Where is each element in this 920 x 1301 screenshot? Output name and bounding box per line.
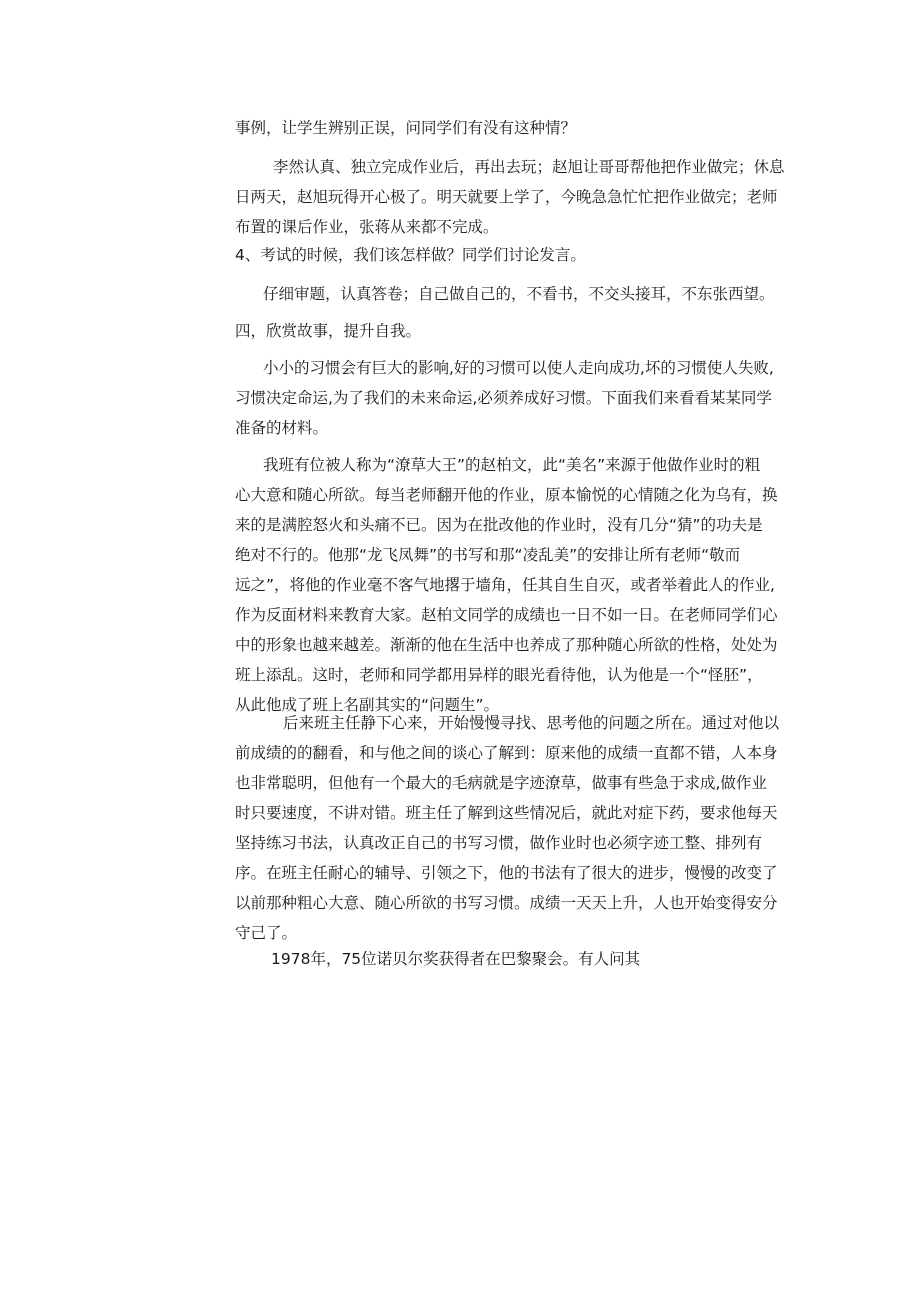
text-line: 以前那种粗心大意、随心所欲的书写习惯。成绩一天天上升，人也开始变得安分 (235, 894, 778, 912)
text-line: 李然认真、独立完成作业后，再出去玩；赵旭让哥哥帮他把作业做完；休息 (273, 158, 785, 176)
text-line: 时只要速度，不讲对错。班主任了解到这些情况后，就此对症下药，要求他每天 (235, 804, 778, 822)
text-line: 也非常聪明，但他有一个最大的毛病就是字迹潦草，做事有些急于求成,做作业 (235, 774, 767, 792)
text-line: 远之”，将他的作业毫不客气地撂于墙角，任其自生自灭，或者举着此人的作业, (235, 576, 775, 594)
text-line: 四，欣赏故事，提升自我。 (235, 322, 422, 340)
paragraph-intro-question (235, 113, 795, 143)
text-line: 我班有位被人称为“潦草大王”的赵柏文，此“美名”来源于他做作业时的粗 (263, 456, 761, 474)
paragraph-nobel (235, 944, 795, 974)
text-line: 日两天，赵旭玩得开心极了。明天就要上学了，今晚急急忙忙把作业做完；老师 (235, 188, 778, 206)
text-line: 序。在班主任耐心的辅导、引领之下，他的书法有了很大的进步，慢慢的改变了 (235, 864, 778, 882)
text-line: 后来班主任静下心来，开始慢慢寻找、思考他的问题之所在。通过对他以 (283, 714, 780, 732)
paragraph-exam-answer (235, 279, 795, 309)
text-line: 心大意和随心所欲。每当老师翻开他的作业，原本愉悦的心情随之化为乌有，换 (235, 486, 778, 504)
paragraph-habits-intro (235, 353, 795, 443)
paragraph-exam-question (235, 240, 795, 270)
paragraph-examples (235, 152, 795, 242)
text-line: 守己了。 (235, 924, 298, 942)
text-line: 班上添乱。这时，老师和同学都用异样的眼光看待他，认为他是一个“怪胚”， (235, 666, 763, 684)
text-line: 布置的课后作业，张蒋从来都不完成。 (235, 218, 499, 236)
text-line: 1978年，75位诺贝尔奖获得者在巴黎聚会。有人问其 (271, 950, 641, 968)
paragraph-story-part1 (235, 450, 795, 720)
text-line: 绝对不行的。他那“龙飞凤舞”的书写和那“凌乱美”的安排让所有老师“敬而 (235, 546, 741, 564)
text-line: 小小的习惯会有巨大的影响,好的习惯可以使人走向成功,坏的习惯使人失败, (263, 359, 774, 377)
text-line: 前成绩的的翻看，和与他之间的谈心了解到：原来他的成绩一直都不错，人本身 (235, 744, 778, 762)
text-line: 中的形象也越来越差。渐渐的他在生活中也养成了那种随心所欲的性格，处处为 (235, 636, 778, 654)
text-line: 准备的材料。 (235, 419, 329, 437)
text-line: 4、考试的时候，我们该怎样做？同学们讨论发言。 (235, 246, 586, 264)
text-line: 作为反面材料来教育大家。赵柏文同学的成绩也一日不如一日。在老师同学们心 (235, 606, 778, 624)
text-line: 仔细审题，认真答卷；自己做自己的，不看书，不交头接耳，不东张西望。 (263, 285, 775, 303)
text-line: 习惯决定命运,为了我们的未来命运,必须养成好习惯。下面我们来看看某某同学 (235, 389, 772, 407)
section-heading-stories (235, 316, 795, 346)
text-line: 来的是满腔怒火和头痛不已。因为在批改他的作业时，没有几分“猜”的功夫是 (235, 516, 763, 534)
text-line: 从此他成了班上名副其实的“问题生”。 (235, 696, 500, 714)
paragraph-story-part2 (235, 708, 795, 948)
text-line: 坚持练习书法，认真改正自己的书写习惯，做作业时也必须字迹工整、排列有 (235, 834, 763, 852)
text-line: 事例，让学生辨别正误，问同学们有没有这种情？ (235, 119, 577, 137)
